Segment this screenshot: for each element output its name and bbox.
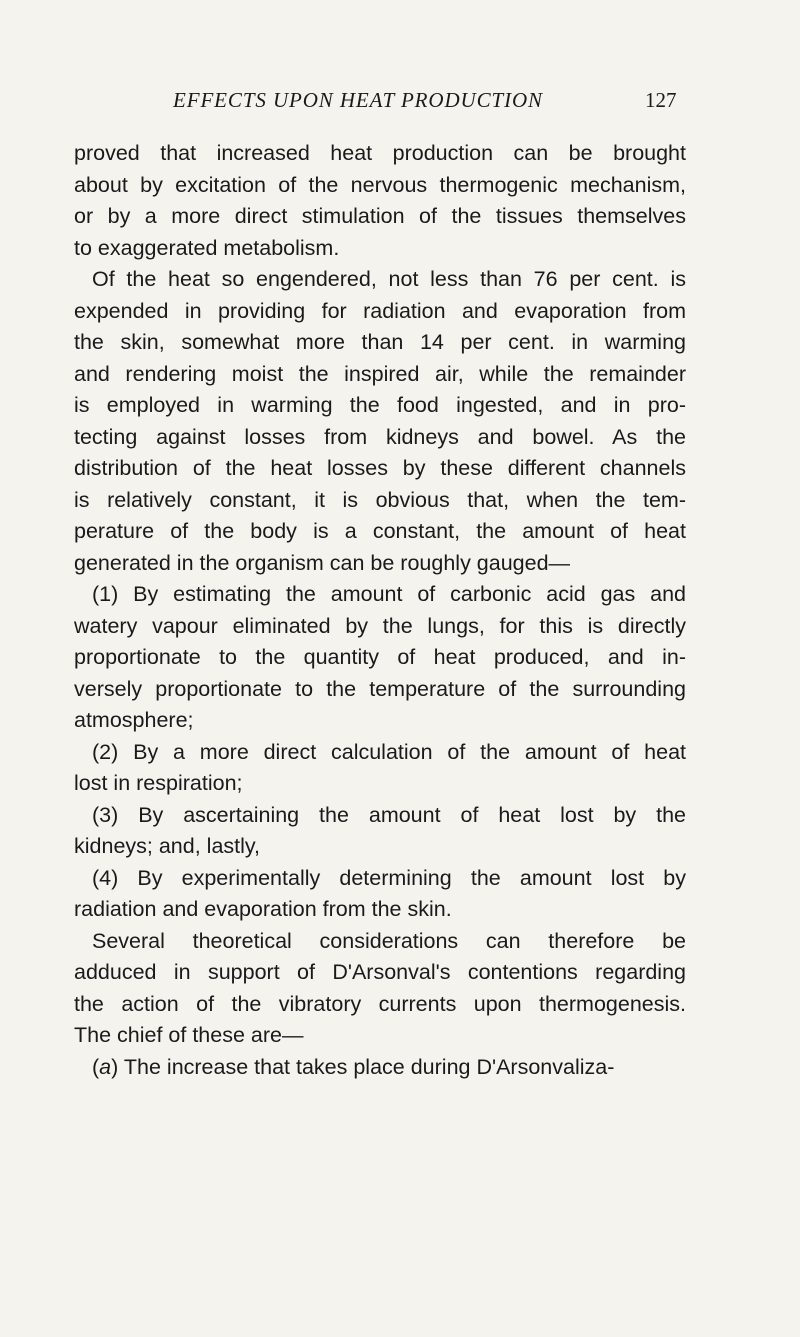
page-number: 127 [645, 88, 677, 112]
text-line: to exaggerated metabolism. [74, 235, 340, 260]
text-line: distribution of the heat losses by these different channels [74, 456, 686, 480]
running-title: EFFECTS UPON HEAT PRODUCTION [173, 88, 543, 112]
text-line: watery vapour eliminated by the lungs, for this is directly [74, 613, 686, 638]
text-line: atmosphere; [74, 708, 194, 732]
text-line: proportionate to the quantity of heat produced, and in- [74, 645, 686, 669]
text-line: kidneys; and, lastly, [74, 834, 261, 858]
text-line: Of the heat so engendered, not less than 76 per cent. is [92, 267, 686, 291]
text-line: (4) By experimentally determining the amount lost by [92, 865, 686, 890]
text-line: Several theoretical considerations can therefore be [92, 928, 686, 953]
text-line: (3) By ascertaining the amount of heat lost by the [92, 802, 686, 827]
text-line: The chief of these are— [74, 1023, 304, 1047]
running-head [0, 88, 800, 118]
text-line-last: (a) The increase that takes place during D'Arsonvaliza- [92, 1054, 615, 1079]
text-line: (1) By estimating the amount of carbonic acid gas and [92, 582, 686, 606]
text-line: the skin, somewhat more than 14 per cent. in warming [74, 330, 686, 354]
text-line: is employed in warming the food ingested, and in pro- [74, 393, 686, 417]
text-line: radiation and evaporation from the skin. [74, 897, 452, 921]
text-line: versely proportionate to the temperature of the surrounding [74, 676, 686, 701]
text-line: tecting against losses from kidneys and bowel. As the [74, 424, 686, 449]
last-line-text: The increase that takes place during D'Arsonvaliza- [118, 1054, 615, 1079]
text-line: lost in respiration; [74, 771, 243, 795]
text-line: expended in providing for radiation and evaporation from [74, 298, 686, 323]
text-line: about by excitation of the nervous thermogenic mechanism, [74, 172, 686, 197]
text-line: perature of the body is a constant, the amount of heat [74, 519, 686, 543]
text-line: and rendering moist the inspired air, while the remainder [74, 361, 686, 386]
text-line: adduced in support of D'Arsonval's contentions regarding [74, 960, 686, 984]
text-line: proved that increased heat production can be brought [74, 141, 686, 165]
text-line: or by a more direct stimulation of the tissues themselves [74, 204, 686, 228]
body-text [74, 138, 686, 1083]
text-line: (2) By a more direct calculation of the amount of heat [92, 739, 686, 764]
item-label: a [99, 1054, 112, 1079]
text-line: is relatively constant, it is obvious that, when the tem- [74, 487, 686, 512]
text-line: the action of the vibratory currents upon thermogenesis. [74, 991, 686, 1016]
text-line: generated in the organism can be roughly gauged— [74, 550, 571, 575]
